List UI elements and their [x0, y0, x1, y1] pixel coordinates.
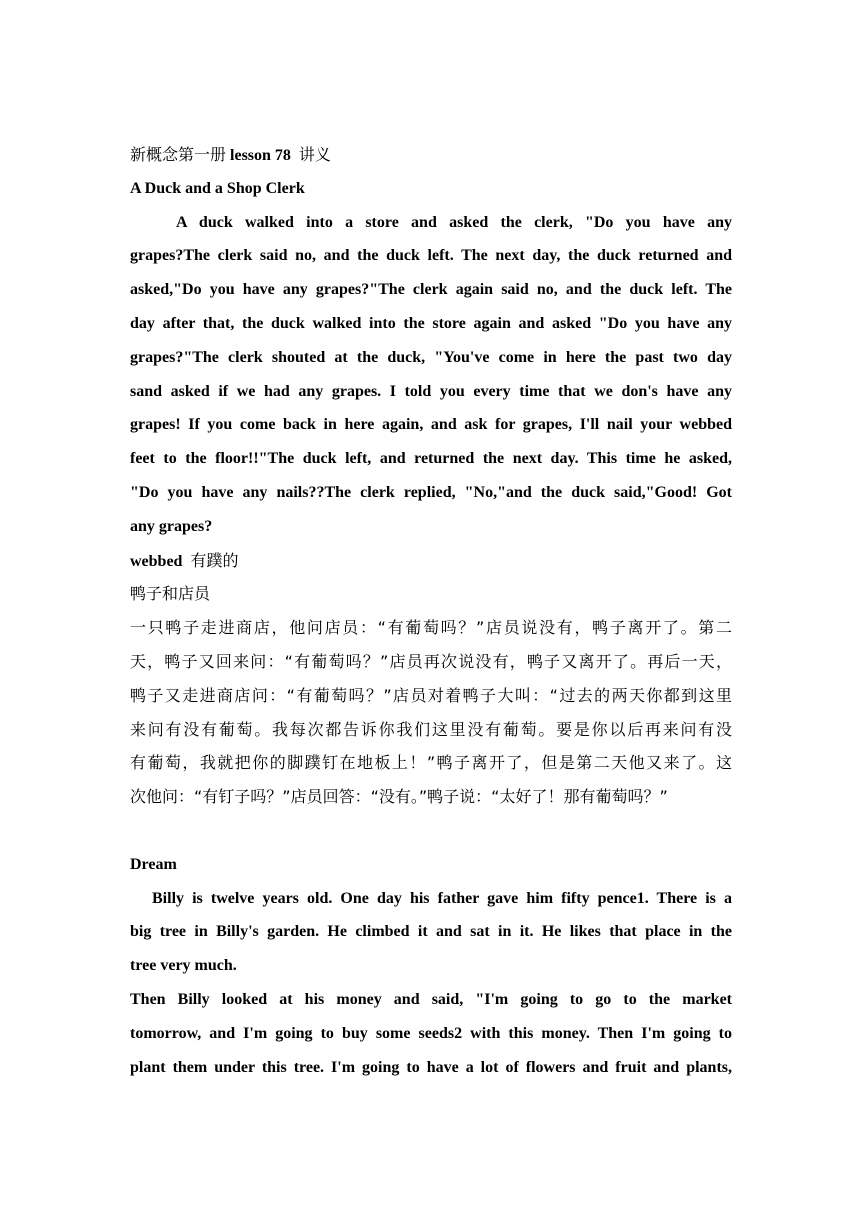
translation-title: 鸭子和店员: [130, 584, 211, 604]
translation-line: 鸭子又走进商店问：“有葡萄吗？”店员对着鸭子大叫：“过去的两天你都到这里: [130, 685, 732, 705]
blank-line: [130, 814, 732, 848]
story-line: "Do you have any nails??The clerk replied, "No,"and the duck said,"Good! Got: [130, 483, 732, 501]
vocab-word: webbed: [130, 552, 183, 570]
vocab-entry: [130, 544, 732, 578]
dream-title: Dream: [130, 855, 177, 873]
translation-line: 次他问：“有钉子吗？”店员回答：“没有。”鸭子说：“太好了！那有葡萄吗？”: [130, 787, 668, 807]
lesson-heading-en: lesson 78: [226, 147, 291, 164]
story-line: A duck walked into a store and asked the clerk, "Do you have any: [176, 213, 732, 231]
dream-line: Then Billy looked at his money and said, "I'm going to go to the market: [130, 990, 732, 1008]
story-line: grapes?"The clerk shouted at the duck, "You've come in here the past two day: [130, 348, 732, 366]
vocab-meaning: 有蹼的: [190, 550, 239, 570]
story-line: day after that, the duck walked into the store again and asked "Do you have any: [130, 314, 732, 332]
story-line: feet to the floor!!"The duck left, and returned the next day. This time he asked,: [130, 450, 732, 468]
translation-line: 天，鸭子又回来问：“有葡萄吗？”店员再次说没有，鸭子又离开了。再后一天，: [130, 651, 732, 671]
dream-line: plant them under this tree. I'm going to have a lot of flowers and fruit and plants,: [130, 1058, 732, 1076]
story-title: A Duck and a Shop Clerk: [130, 179, 305, 197]
lesson-heading: [130, 138, 732, 172]
translation-line: 有葡萄，我就把你的脚蹼钉在地板上！”鸭子离开了，但是第二天他又来了。这: [130, 753, 732, 773]
translation-line: 一只鸭子走进商店，他问店员：“有葡萄吗？”店员说没有，鸭子离开了。第二: [130, 618, 732, 638]
story-line: sand asked if we had any grapes. I told you every time that we don's have any: [130, 382, 732, 400]
dream-line: tomorrow, and I'm going to buy some seeds2 with this money. Then I'm going to: [130, 1024, 732, 1042]
story-line: grapes?The clerk said no, and the duck left. The next day, the duck returned and: [130, 247, 732, 265]
story-line: any grapes?: [130, 517, 213, 535]
dream-line: big tree in Billy's garden. He climbed it and sat in it. He likes that place in the: [130, 923, 732, 941]
dream-line: tree very much.: [130, 957, 237, 975]
lesson-heading-cn2: 讲义: [298, 145, 331, 164]
document-page: [130, 138, 732, 1084]
story-line: grapes! If you come back in here again, and ask for grapes, I'll nail your webbed: [130, 416, 732, 434]
dream-line: Billy is twelve years old. One day his father gave him fifty pence1. There is a: [152, 889, 732, 907]
story-line: asked,"Do you have any grapes?"The clerk again said no, and the duck left. The: [130, 281, 732, 299]
translation-line: 来问有没有葡萄。我每次都告诉你我们这里没有葡萄。要是你以后再来问有没: [130, 719, 732, 739]
lesson-heading-cn: 新概念第一册: [130, 145, 227, 164]
